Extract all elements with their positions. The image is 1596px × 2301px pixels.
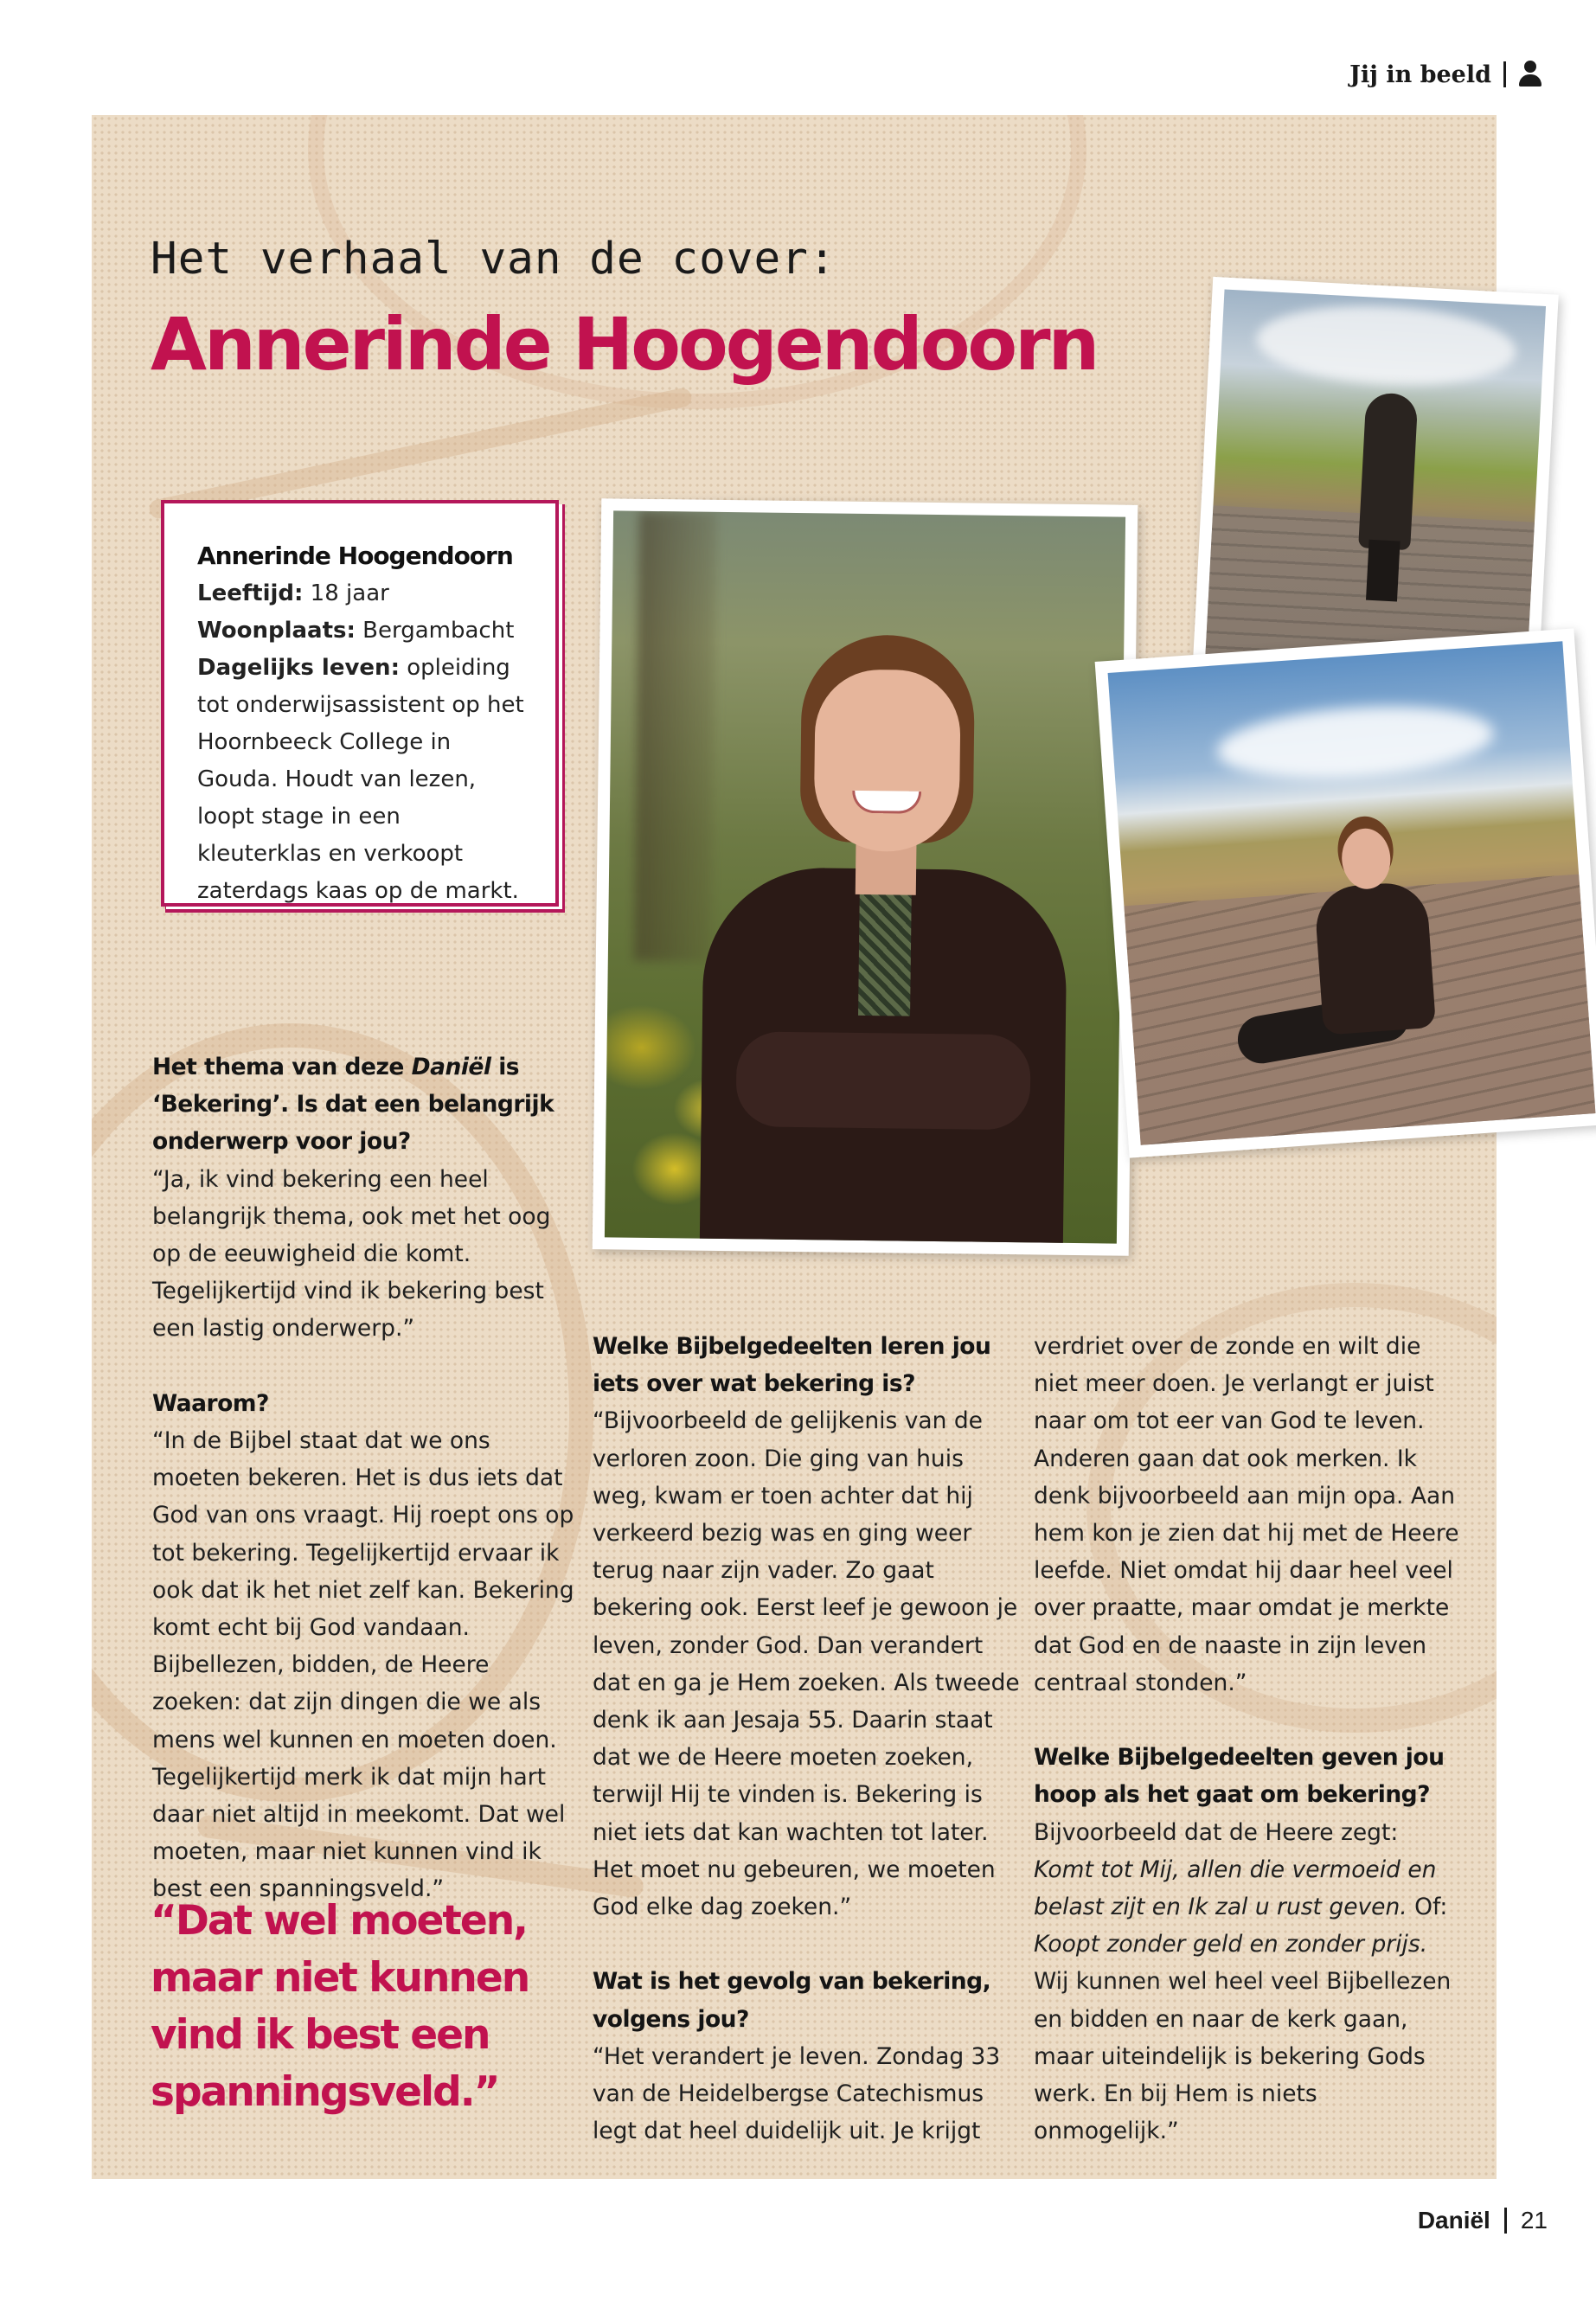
- answer-3: “Bijvoorbeeld de gelijkenis van de verloren zoon. Die ging van huis weg, kwam er toen achter dat hij verkeerd bezig was en ging weer terug naar zijn vader. Zo gaat bekering ook. Eerst leef je gewoon je leven, zonder God. Dan verandert dat en ga je Hem zoeken. Als tweede denk ik aan Jesaja 55. Daarin staat dat we de Heere moeten zoeken, terwijl Hij te vinden is. Bekering is niet iets dat kan wachten tot later. Het moet nu gebeuren, we moeten God elke dag zoeken.”: [593, 1407, 1020, 1921]
- photo-sitting: [1095, 628, 1596, 1157]
- profile-age: [197, 575, 529, 612]
- page-number: 21: [1520, 2207, 1548, 2234]
- magazine-name: Daniël: [1417, 2207, 1490, 2234]
- article-column-2: [593, 1328, 1021, 2150]
- footer-divider: [1504, 2208, 1507, 2234]
- answer-4-end: verdriet over de zonde en wilt die niet meer doen. Je verlangt er juist naar om tot eer van God te leven. Anderen gaan dat ook merken. Ik denk bijvoorbeeld aan mijn opa. Aan hem kon je zien dat hij met de Heere leefde. Niet omdat hij daar heel veel over praatte, maar omdat je merkte dat God en de naaste in zijn leven centraal stonden.”: [1034, 1333, 1459, 1696]
- age-value: 18 jaar: [303, 580, 389, 606]
- city-value: Bergambacht: [355, 618, 515, 644]
- profile-daily-life: [197, 650, 529, 910]
- page-title: Annerinde Hoogendoorn: [151, 302, 1098, 387]
- age-label: Leeftijd:: [197, 580, 304, 606]
- pull-quote: “Dat wel moeten, maar niet kunnen vind ik best een spanningsveld.”: [151, 1897, 529, 2116]
- question-3: Welke Bijbelgedeelten leren jou iets over wat bekering is?: [593, 1333, 991, 1398]
- answer-4-start: “Het verandert je leven. Zondag 33 van de Heidelbergse Catechismus legt dat heel duidelijk uit. Je krijgt: [593, 2042, 1001, 2145]
- section-title: Jij in beeld: [1349, 61, 1491, 88]
- answer-1: “Ja, ik vind bekering een heel belangrijk thema, ook met het oog op de eeuwigheid die komt. Tegelijkertijd vind ik bekering best een lastig onderwerp.”: [152, 1165, 551, 1343]
- question-2: Waarom?: [152, 1389, 269, 1417]
- header-divider: [1503, 61, 1506, 87]
- question-4: Wat is het gevolg van bekering, volgens jou?: [593, 1968, 991, 2033]
- magazine-name-italic: Daniël: [411, 1054, 491, 1080]
- profile-name: Annerinde Hoogendoorn: [197, 542, 513, 570]
- photo-walking: [1192, 277, 1559, 692]
- answer-2: “In de Bijbel staat dat we ons moeten bekeren. Het is dus iets dat God van ons vraagt. Hij roept ons op tot bekering. Tegelijkertijd ervaar ik ook dat ik het niet zelf kan. Bekering komt echt bij God vandaan. Bijbellezen, bidden, de Heere zoeken: dat zijn dingen die we als mens wel kunnen en moeten doen. Tegelijkertijd merk ik dat mijn hart daar niet altijd in meekomt. Dat wel moeten, maar niet kunnen vind ik best een spanningsveld.”: [152, 1427, 574, 1903]
- profile-box: [161, 500, 559, 907]
- section-tag: [1349, 54, 1542, 95]
- article-column-3: [1034, 1328, 1462, 2150]
- daily-value: opleiding tot onderwijsassistent op het Hoornbeeck College in Gouda. Houdt van lezen, loopt stage in een kleuterklas en verkoopt zaterdags kaas op de markt.: [197, 655, 524, 904]
- answer-5: Bijvoorbeeld dat de Heere zegt: Komt tot Mij, allen die vermoeid en belast zijt en Ik zal u rust geven. Of: Koopt zonder geld en zonder prijs. Wij kunnen wel heel veel Bijbellezen en bidden en naar de kerk gaan, maar uiteindelijk is bekering Gods werk. En bij Hem is niets onmogelijk.”: [1034, 1818, 1452, 2145]
- daily-label: Dagelijks leven:: [197, 655, 400, 681]
- question-5: Welke Bijbelgedeelten geven jou hoop als het gaat om bekering?: [1034, 1744, 1445, 1809]
- page-footer: [1418, 2195, 1548, 2247]
- profile-city: [197, 612, 529, 650]
- city-label: Woonplaats:: [197, 618, 356, 644]
- question-1: Het thema van deze Daniël is ‘Bekering’. Is dat een belangrijk onderwerp voor jou?: [152, 1054, 554, 1156]
- person-icon: [1518, 61, 1542, 88]
- photo-portrait: [593, 498, 1138, 1256]
- article-column-1: [152, 1048, 580, 1908]
- title-kicker: Het verhaal van de cover:: [151, 234, 836, 285]
